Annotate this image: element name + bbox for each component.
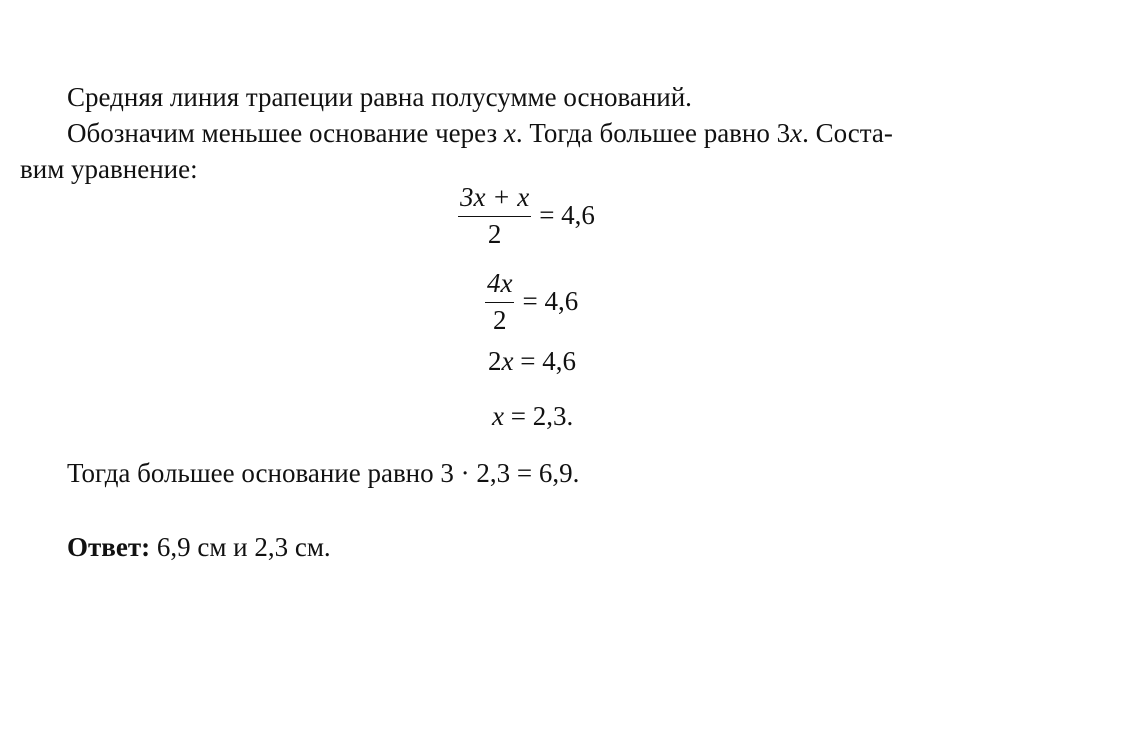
fraction-denominator: 2	[492, 305, 507, 335]
equation-3: 2 x = 4,6	[488, 346, 576, 376]
fraction-numerator: 4x	[485, 268, 514, 303]
paragraph-midline-rule: Средняя линия трапеции равна полусумме оснований.	[67, 82, 692, 112]
fraction-numerator: 3x + x	[458, 182, 531, 217]
equation-rhs: = 4,6	[522, 286, 579, 316]
equation-rhs: = 2,3.	[510, 401, 574, 431]
fraction	[485, 268, 514, 335]
answer-line	[67, 530, 331, 564]
paragraph-define-variable: Обозначим меньшее основание через x. Тогда большее равно 3x. Соста-	[67, 118, 893, 148]
paragraph-define-variable-cont: вим уравнение:	[20, 154, 198, 184]
equation-rhs: = 4,6	[539, 200, 595, 230]
fraction	[458, 182, 531, 249]
fraction-denominator: 2	[487, 219, 502, 249]
paragraph-larger-base: Тогда большее основание равно 3 · 2,3 = 6,9.	[67, 458, 580, 488]
equation-2	[485, 268, 578, 335]
equation-rhs: = 4,6	[520, 346, 576, 376]
answer-label: Ответ:	[67, 532, 151, 562]
equation-1	[458, 182, 595, 249]
equation-4: x = 2,3.	[492, 401, 574, 431]
answer-text: 6,9 см и 2,3 см.	[150, 532, 331, 562]
